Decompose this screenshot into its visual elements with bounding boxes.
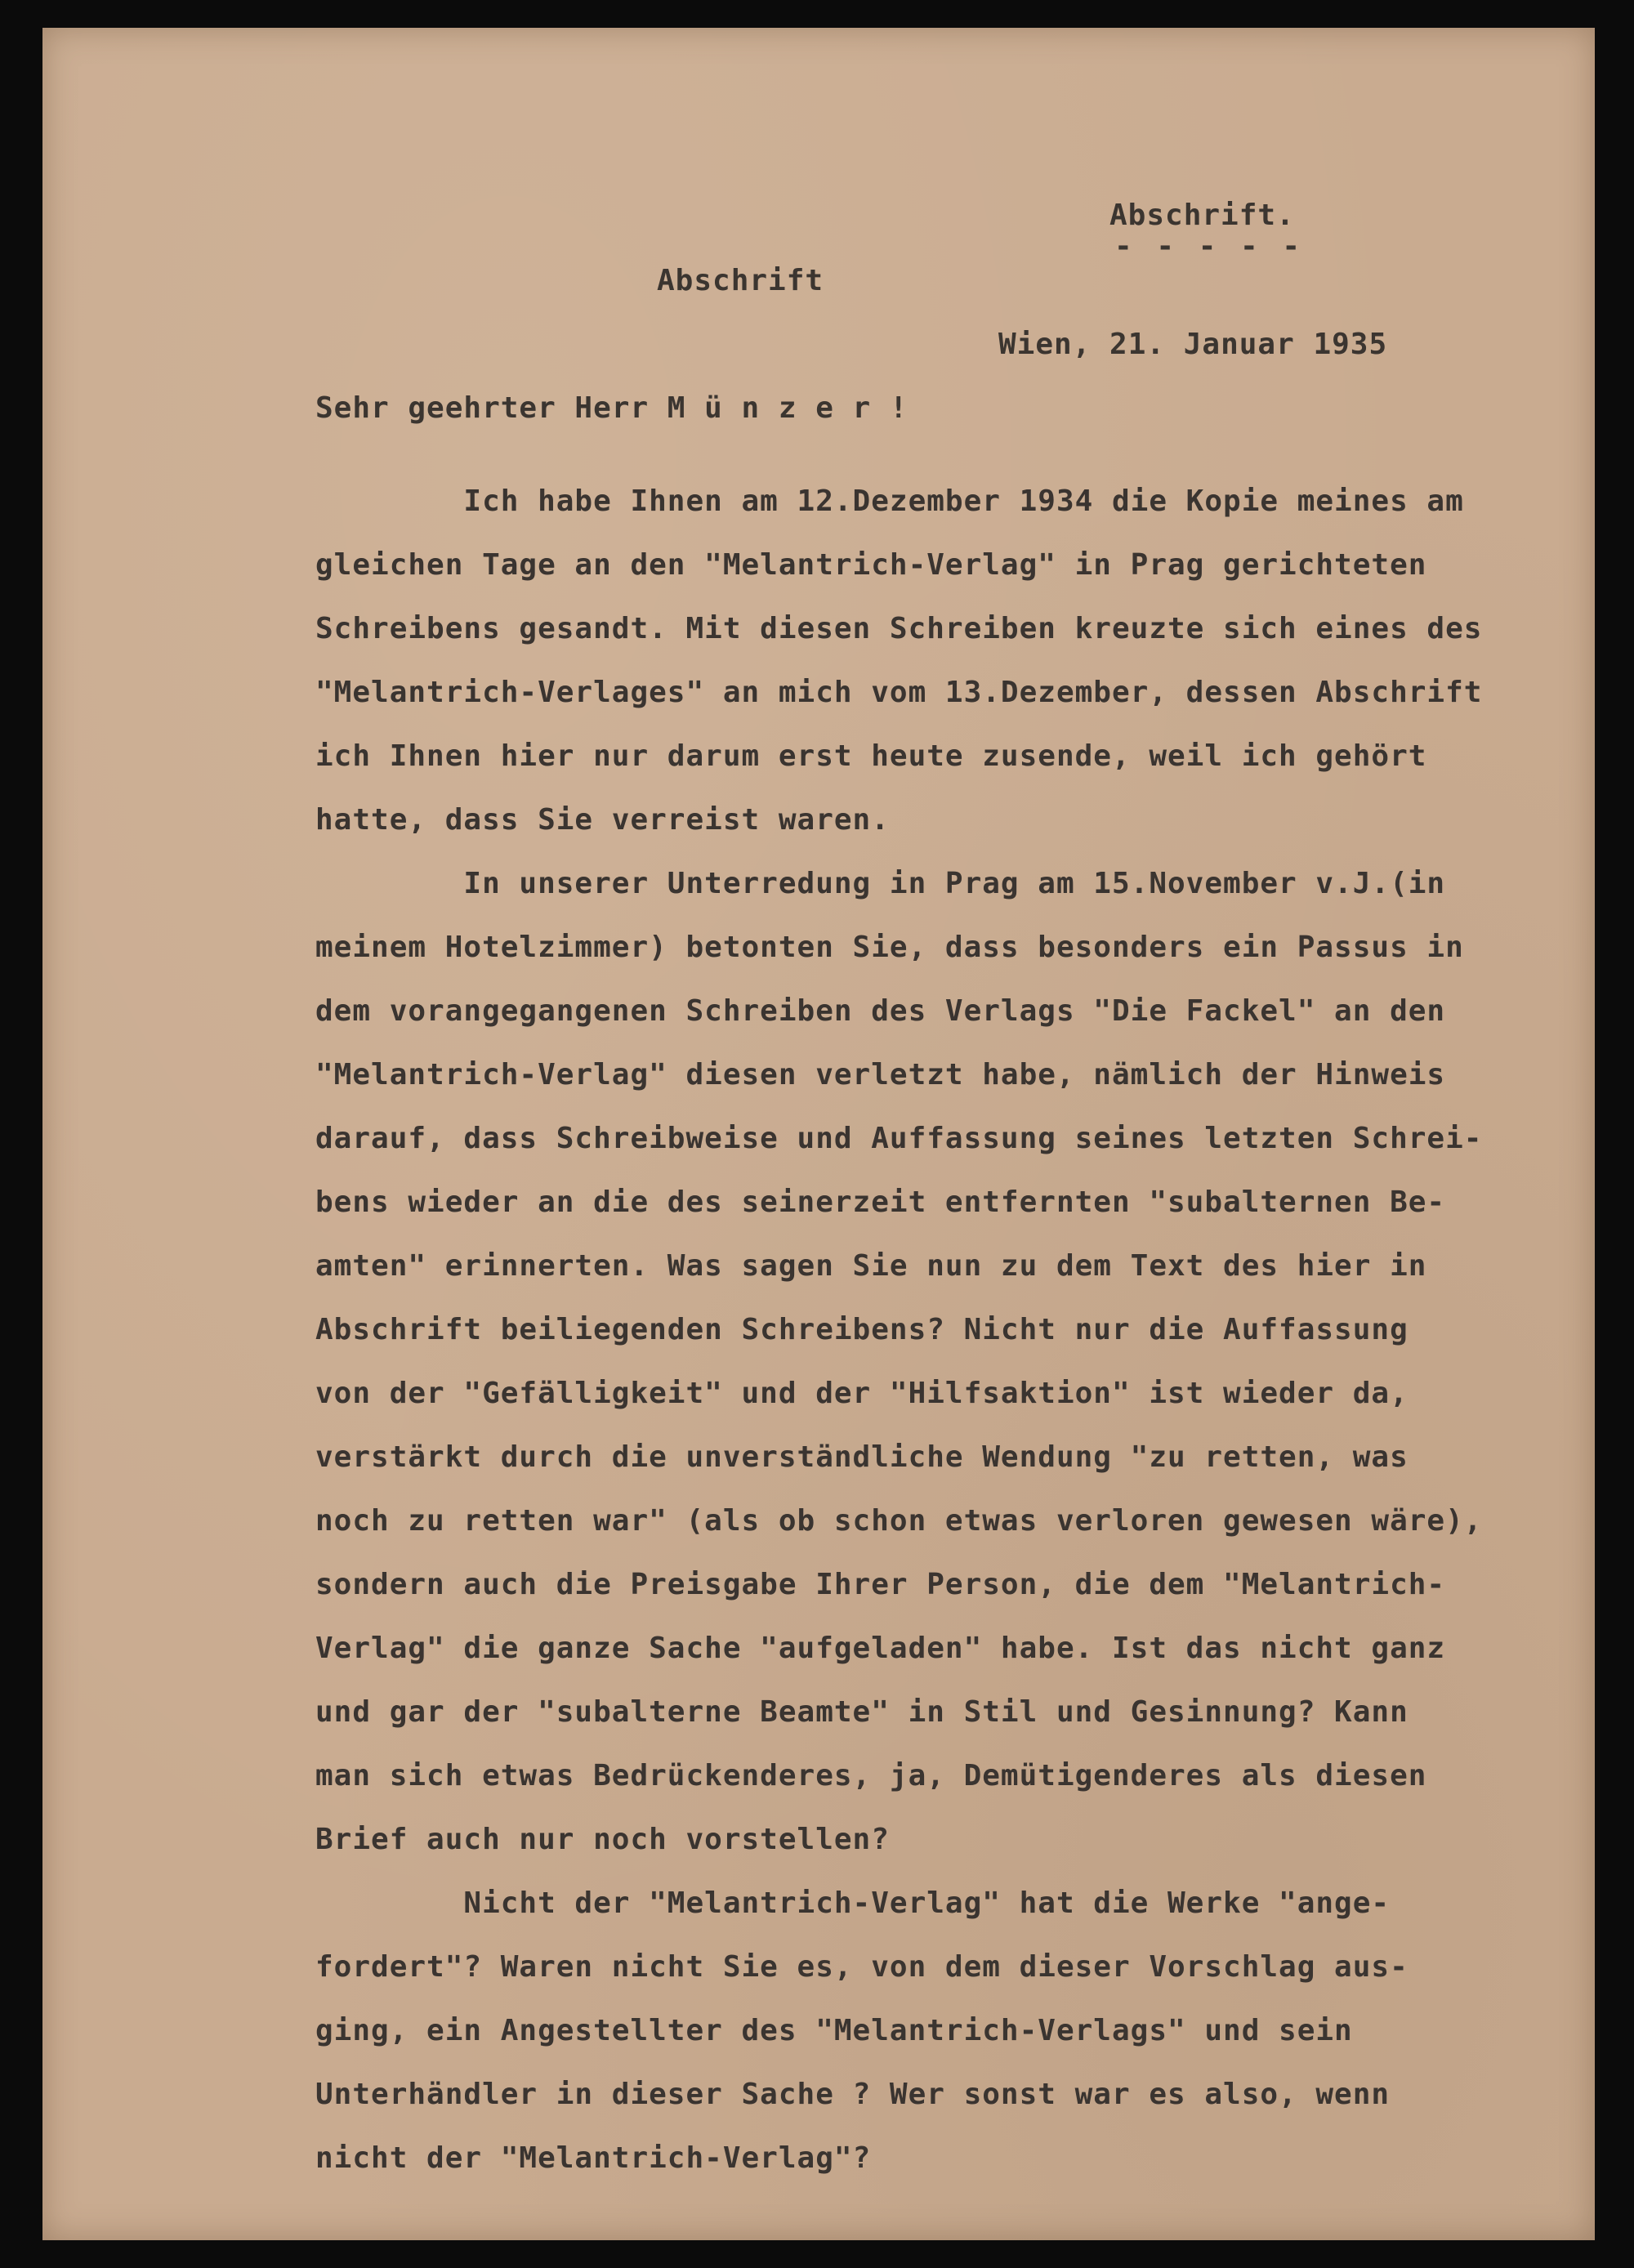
body-line: von der "Gefälligkeit" und der "Hilfsaktion" ist wieder da, [315, 1377, 1409, 1410]
body-line: ich Ihnen hier nur darum erst heute zusende, weil ich gehört [315, 739, 1427, 773]
body-line: dem vorangegangenen Schreiben des Verlags "Die Fackel" an den [315, 994, 1446, 1028]
copy-mark-right: Abschrift. [1109, 199, 1295, 232]
body-line: ging, ein Angestellter des "Melantrich-Verlags" und sein [315, 2014, 1353, 2047]
body-line: Verlag" die ganze Sache "aufgeladen" habe. Ist das nicht ganz [315, 1632, 1446, 1665]
body-line: Brief auch nur noch vorstellen? [315, 1823, 890, 1856]
copy-mark-center: Abschrift [657, 264, 824, 297]
copy-mark-underline: - - - - - [1114, 230, 1304, 263]
body-line: darauf, dass Schreibweise und Auffassung seines letzten Schrei- [315, 1122, 1483, 1155]
body-line: meinem Hotelzimmer) betonten Sie, dass besonders ein Passus in [315, 931, 1464, 964]
body-line: gleichen Tage an den "Melantrich-Verlag" in Prag gerichteten [315, 548, 1427, 582]
date-line: Wien, 21. Januar 1935 [998, 328, 1388, 361]
body-line: Schreibens gesandt. Mit diesen Schreiben kreuzte sich eines des [315, 612, 1483, 645]
body-line: "Melantrich-Verlag" diesen verletzt habe, nämlich der Hinweis [315, 1058, 1446, 1092]
body-line: bens wieder an die des seinerzeit entfernten "subalternen Be- [315, 1185, 1446, 1219]
body-line: nicht der "Melantrich-Verlag"? [315, 2141, 872, 2175]
body-line: "Melantrich-Verlages" an mich vom 13.Dezember, dessen Abschrift [315, 676, 1483, 709]
body-line: und gar der "subalterne Beamte" in Stil und Gesinnung? Kann [315, 1695, 1409, 1729]
body-line: Ich habe Ihnen am 12.Dezember 1934 die Kopie meines am [315, 484, 1464, 518]
body-line: sondern auch die Preisgabe Ihrer Person, die dem "Melantrich- [315, 1568, 1446, 1601]
body-line: man sich etwas Bedrückenderes, ja, Demütigenderes als diesen [315, 1759, 1427, 1793]
body-line: verstärkt durch die unverständliche Wendung "zu retten, was [315, 1440, 1409, 1474]
body-line: Abschrift beiliegenden Schreibens? Nicht nur die Auffassung [315, 1313, 1409, 1346]
body-line: amten" erinnerten. Was sagen Sie nun zu dem Text des hier in [315, 1249, 1427, 1283]
body-line: Nicht der "Melantrich-Verlag" hat die Werke "ange- [315, 1886, 1391, 1920]
body-line: fordert"? Waren nicht Sie es, von dem dieser Vorschlag aus- [315, 1950, 1409, 1984]
body-line: noch zu retten war" (als ob schon etwas verloren gewesen wäre), [315, 1504, 1483, 1538]
letter-page [42, 28, 1595, 2240]
body-line: Unterhändler in dieser Sache ? Wer sonst war es also, wenn [315, 2078, 1391, 2111]
body-line: hatte, dass Sie verreist waren. [315, 803, 890, 837]
body-line: In unserer Unterredung in Prag am 15.November v.J.(in [315, 867, 1446, 900]
salutation: Sehr geehrter Herr M ü n z e r ! [315, 391, 909, 425]
